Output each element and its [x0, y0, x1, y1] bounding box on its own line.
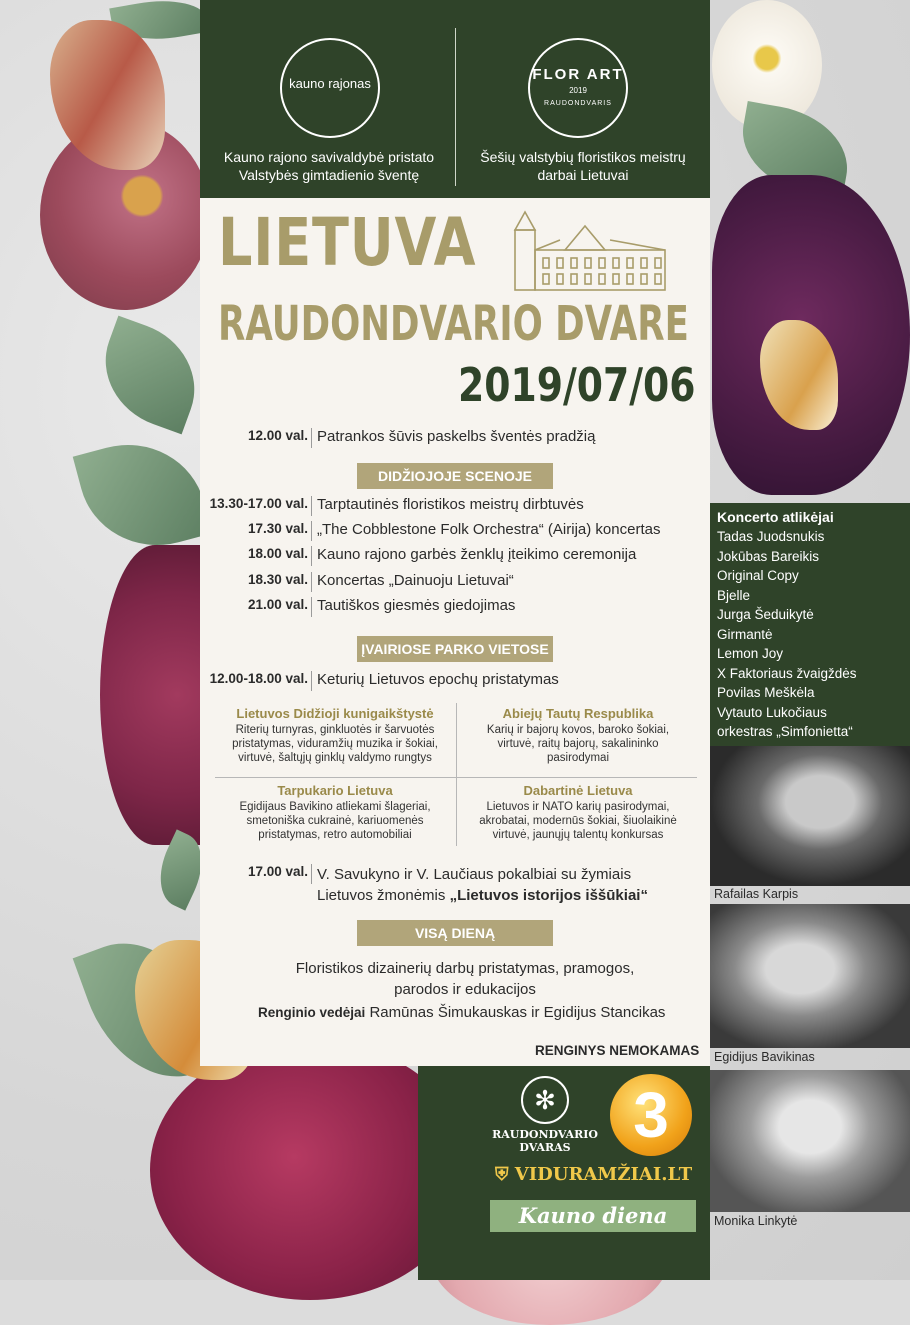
era-title: Tarpukario Lietuva [277, 783, 393, 798]
schedule-time: 21.00 val. [247, 597, 308, 612]
logo-text: kauno rajonas [289, 76, 371, 91]
era-grid-divider [215, 777, 697, 778]
event-date: 2019/07/06 [458, 358, 696, 412]
separator [311, 597, 312, 617]
performers-panel [710, 503, 910, 746]
logo-year: 2019 [569, 86, 587, 95]
tv3-logo: 3 [610, 1074, 692, 1156]
hosts-names: Ramūnas Šimukauskas ir Egidijus Stancikas [369, 1004, 666, 1021]
snowflake-icon: ✻ [521, 1076, 569, 1124]
logo-sub: RAUDONDVARIS [544, 100, 612, 107]
header-left-caption [204, 148, 454, 184]
park-banner: ĮVAIRIOSE PARKO VIETOSE [357, 636, 553, 662]
schedule-time: 17.00 val. [247, 864, 308, 879]
era-grid-divider [456, 703, 457, 846]
all-day-text [240, 958, 690, 1000]
schedule-time: 18.30 val. [247, 572, 308, 587]
era-title: Abiejų Tautų Respublika [502, 706, 654, 721]
logo-text: FLOR ART [532, 66, 624, 83]
performer-name: Tadas Juodsnukis [717, 529, 825, 544]
all-day-banner: VISĄ DIENĄ [357, 920, 553, 946]
era-text: Riterių turnyras, ginkluotės ir šarvuotės pristatymas, viduramžių muzika ir šokiai, virtuvė, šaltųjų ginklų valdymo rungtys [232, 724, 438, 764]
florart-logo [528, 38, 628, 138]
era-box [462, 784, 694, 842]
separator [311, 864, 312, 884]
schedule-row [200, 572, 710, 594]
header-left-caption-1: Kauno rajono savivaldybė pristato [223, 149, 435, 165]
shield-icon: ⛨ [495, 1164, 509, 1185]
raudondvaris-logo [490, 1076, 600, 1154]
hosts-label: Renginio vedėjai [258, 1005, 366, 1020]
era-text: Egidijaus Bavikino atliekami šlageriai, smetoniška cukrainė, kariuomenės pristatymas, retro automobiliai [239, 801, 431, 841]
era-box [216, 784, 454, 842]
all-day-line-1: Floristikos dizainerių darbų pristatymas, pramogos, [295, 960, 635, 977]
performer-name: X Faktoriaus žvaigždės [717, 665, 857, 681]
header-left-caption-2: Valstybės gimtadienio šventę [238, 167, 420, 183]
header-divider [455, 28, 456, 186]
separator [311, 572, 312, 592]
era-title: Lietuvos Didžioji kunigaikštystė [236, 706, 434, 721]
header-right-caption-1: Šešių valstybių floristikos meistrų [480, 149, 686, 165]
era-text: Lietuvos ir NATO karių pasirodymai, akrobatai, modernūs šokiai, šiuolaikinė virtuvė, jaunųjų talentų konkursas [479, 801, 677, 841]
manor-illustration-icon [505, 208, 670, 293]
separator [311, 496, 312, 516]
peony-decoration [100, 545, 210, 845]
era-box [462, 707, 694, 765]
photo-caption: Rafailas Karpis [714, 887, 799, 901]
main-stage-banner: DIDŽIOJOJE SCENOJE [357, 463, 553, 489]
schedule-time: 18.00 val. [247, 546, 308, 561]
performer-photo [710, 904, 910, 1048]
schedule-row [200, 864, 710, 908]
viduramziai-logo [495, 1164, 700, 1190]
era-text: Karių ir bajorų kovos, baroko šokiai, virtuvė, raitų bajorų, sakalininko pasirodymai [486, 724, 670, 764]
raudondvaris-line-2: DVARAS [519, 1141, 571, 1154]
schedule-time: 12.00-18.00 val. [209, 671, 308, 686]
performer-name: Jurga Šeduikytė [717, 607, 814, 622]
schedule-row [200, 671, 710, 693]
performer-photo [710, 1070, 910, 1212]
performer-name: Original Copy [717, 568, 799, 583]
performer-name: orkestras „Simfonietta“ [717, 724, 853, 739]
separator [311, 546, 312, 566]
schedule-row [200, 597, 710, 619]
title-line-2: RAUDONDVARIO DVARE [218, 296, 689, 352]
schedule-desc: Kauno rajono garbės ženklų įteikimo ceremonija [317, 546, 637, 563]
separator [311, 671, 312, 691]
schedule-desc: Koncertas „Dainuoju Lietuvai“ [317, 572, 514, 589]
performers-heading: Koncerto atlikėjai [717, 509, 834, 525]
schedule-time: 13.30-17.00 val. [209, 496, 308, 511]
schedule-row [200, 428, 710, 450]
performer-name: Vytauto Lukočiaus [717, 704, 827, 720]
schedule-desc: Tarptautinės floristikos meistrų dirbtuvės [317, 496, 584, 513]
schedule-desc: Keturių Lietuvos epochų pristatymas [317, 671, 559, 688]
raudondvaris-line-1: RAUDONDVARIO [492, 1128, 598, 1141]
era-title: Dabartinė Lietuva [523, 783, 633, 798]
schedule-desc: Patrankos šūvis paskelbs šventės pradžią [317, 428, 596, 445]
all-day-line-2: parodos ir edukacijos [394, 981, 536, 998]
schedule-time: 17.30 val. [247, 521, 308, 536]
title-line-1: LIETUVA [218, 204, 477, 281]
header-right-caption-2: darbai Lietuvai [537, 167, 629, 183]
free-event-label: RENGINYS NEMOKAMAS [535, 1043, 700, 1058]
talk-line-2-prefix: Lietuvos žmonėmis [317, 887, 446, 904]
talk-line-1: V. Savukyno ir V. Laučiaus pokalbiai su žymiais [317, 866, 632, 883]
talk-line-2-bold: „Lietuvos istorijos iššūkiai“ [449, 887, 648, 904]
performer-photo [710, 746, 910, 886]
viduramziai-text: VIDURAMŽIAI.LT [514, 1164, 693, 1185]
schedule-desc: „The Cobblestone Folk Orchestra“ (Airija) koncertas [317, 521, 661, 538]
schedule-desc: Tautiškos giesmės giedojimas [317, 597, 516, 614]
kauno-rajonas-logo [280, 38, 380, 138]
talk-desc [317, 864, 648, 906]
separator [311, 521, 312, 541]
performer-name: Bjelle [717, 587, 751, 603]
photo-caption: Monika Linkytė [714, 1214, 798, 1228]
performer-name: Lemon Joy [717, 646, 784, 661]
header-right-caption [458, 148, 708, 184]
schedule-time: 12.00 val. [247, 428, 308, 443]
performer-name: Povilas Meškėla [717, 685, 815, 700]
era-box [216, 707, 454, 765]
separator [311, 428, 312, 448]
schedule-row [200, 521, 710, 543]
photo-caption: Egidijus Bavikinas [714, 1050, 815, 1064]
kauno-diena-logo: Kauno diena [490, 1200, 696, 1232]
performer-name: Jokūbas Bareikis [717, 548, 820, 564]
hosts-line [258, 1004, 708, 1021]
schedule-row [200, 546, 710, 568]
schedule-row [200, 496, 710, 518]
performer-name: Girmantė [717, 626, 773, 642]
